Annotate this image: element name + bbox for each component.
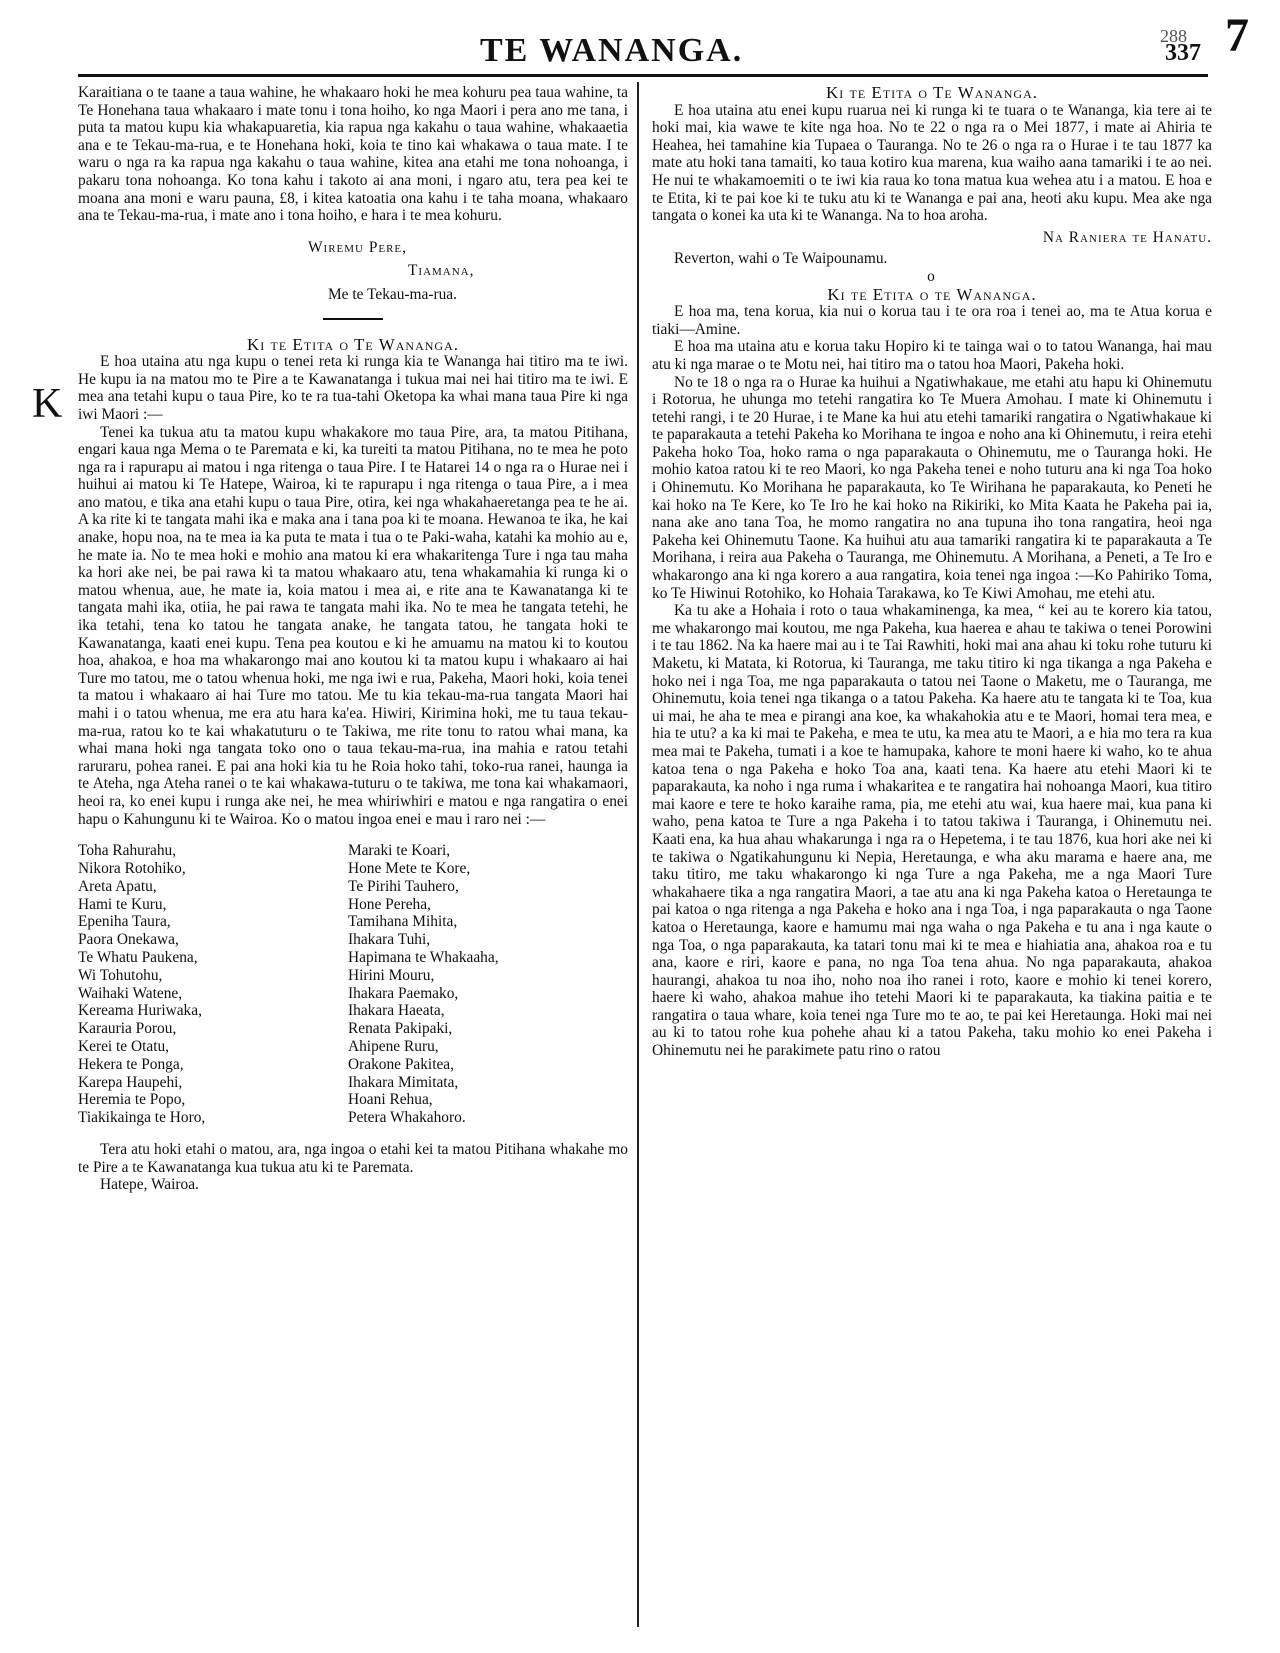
signatory: Epeniha Taura,	[78, 913, 171, 931]
signatory: Kereama Huriwaka,	[78, 1002, 202, 1020]
signature-name: Wiremu Pere,	[308, 238, 408, 256]
signature-group: Me te Tekau-ma-rua.	[328, 285, 457, 303]
letter-heading: Ki te Etita o te Wananga.	[827, 284, 1037, 304]
place-line: Reverton, wahi o Te Waipounamu.	[674, 250, 888, 268]
signatory-column-a	[78, 842, 348, 1127]
signatory: Petera Whakahoro.	[348, 1109, 466, 1127]
signatory: Hoani Rehua,	[348, 1091, 433, 1109]
signatory: Orakone Pakitea,	[348, 1055, 454, 1073]
signatory-list	[78, 842, 628, 1127]
signatory: Areta Apatu,	[78, 877, 157, 895]
letter-paragraph: Tenei ka tukua atu ta matou kupu whakakore mo taua Pire, ara, ta matou Pitihana, engari kaua nga Mema o te Paremata e ki, ka tureiti ta matou Pitihana, no te mea he poto nga ra i rapurapu ai matou i nga ritenga o taua Pire. I te Hatarei 14 o nga ra o Hurae nei i huihui ai matou ki Te Hatepe, Wairoa, ki te rapurapu i nga ritenga o taua Pire, a i mea ano matou, e tika ana etahi kupu o taua Pire, otira, kei nga whakahaeretanga pea te he ai. A ka rite ki te tangata mahi ika e maka ana i tana poa ki te moana. Hewanoa te ika, he kai anake, hopu noa, na te mea ia ka puta te mata i tua o te Paki-waha, katahi ka mohio au e, he mate ia. No te mea hoki e mohio ana matou ki era whakaritenga Ture i nga tau maha ka hori ake nei, be pai rawa ki ta matou whakaaro atu, tena whakamahia ki runga ki o matou whenua, aue, he mate ia, koia matou i mea ai, e rite ana te Kawanatanga ki te tangata mahi ika, otiia, he pai rawa te tangata mahi ika. No te mea he tangata tetehi, he ika tetahi, tena ko tatou he tangata anake, he tangata tatou, he tangata hoki te Kawanatanga, kaati enei kupu. Tena pea koutou e ki he amuamu na matou ki to koutou hoa, ahakoa, e hoa ma whakarongo mai ano koutou ki ta matou kupu i whakaaro ai hai Ture mo tatou, me o tatou whenua hoki, me nga iwi e rua, Pakeha, Maori hoki, koia tenei ta matou i whakaaro ai hai Ture mo tatou. Me tu kia tekau-ma-rua tangata Maori hai mahi i o tatou whenua, me era atu hara ka'ea. Hiwiri, Kirimina hoki, me tu taua tekau-ma-rua, ratou ko te kai whakatuturu o te Takiwa, me rite tonu to ratou whai mana, ka whai mana hoki nga tangata toko ono o taua tekau-ma-rua, ina mahia e ratou tetahi raruraru, pohea ranei. E pai ana hoki kia tu he Roia hoko tahi, toko-rua ranei, haunga ia te Ateha, nga Ateha ranei o te kai whakawa-tuturu o te takiwa, me tona kai whakamaori, heoi ra, ko enei kupu i runga ake nei, he mea whiriwhiri e matou e nga rangatira o enei hapu o Kahungunu ki te Wairoa. Ko o matou ingoa enei e mau i raro nei :—	[78, 423, 628, 828]
signatory: Te Whatu Paukena,	[78, 948, 198, 966]
signatory: Nikora Rotohiko,	[78, 859, 186, 877]
page-number: 337	[1165, 40, 1201, 66]
left-column	[78, 84, 628, 1194]
signatory: Hapimana te Whakaaha,	[348, 948, 499, 966]
signatory: Karepa Haupehi,	[78, 1073, 183, 1091]
signatory: Te Pirihi Tauhero,	[348, 877, 459, 895]
letter-heading: Ki te Etita o Te Wananga.	[826, 83, 1038, 102]
header-rule	[78, 74, 1208, 77]
masthead	[60, 28, 1210, 72]
signatory: Paora Onekawa,	[78, 931, 179, 949]
signatory-column-b	[348, 842, 618, 1127]
signatory: Hekera te Ponga,	[78, 1055, 184, 1073]
handwritten-mark: 7	[1225, 9, 1249, 62]
signatory: Ihakara Paemako,	[348, 984, 459, 1002]
signatory: Hirini Mouru,	[348, 966, 435, 984]
signatory: Waihaki Watene,	[78, 984, 183, 1002]
signatory: Hone Pereha,	[348, 895, 431, 913]
signatory: Wi Tohutohu,	[78, 966, 163, 984]
closing-paragraph: Tera atu hoki etahi o matou, ara, nga ingoa o etahi kei ta matou Pitihana whakahe mo te Pire a te Kawanatanga kua tukua atu ki te Paremata.	[78, 1140, 628, 1176]
right-column	[652, 84, 1212, 1060]
newspaper-title: TE WANANGA.	[480, 32, 744, 69]
signatory: Ihakara Tuhi,	[348, 931, 431, 949]
left-intro-paragraph: Karaitiana o te taane a taua wahine, he whakaaro hoki he mea kohuru pea taua wahine, ta Te Honehana taua whakaaro i mate tonu i tona hoiho, ko nga Maori i pera ano me tana, i puta ta matou kupu kia whakapuaretia, kia rapua nga kakahu o taua wahine, whakaaetia ana e te Tekau-ma-rua, e te Honehana hoki, koia te tino kai whakawa o taua mate. I te waru o nga ra ka rapua nga kakahu o taua wahine, kitea ana etahi me tona nohoanga, i pakaru tona nohoanga. Ko tona kahu i takoto ai ana moni, i ngaro atu, tera pea kei te moana ana moni e waru pauna, £8, i kitea katoatia ona kahu i te taha moana, whakaaro ana te Tekau-ma-rua, i mate ano i tona hoiho, e hara i te mea kohuru.	[78, 84, 628, 225]
letter-heading: Ki te Etita o Te Wananga.	[247, 334, 459, 354]
signatory: Hone Mete te Kore,	[348, 859, 471, 877]
signatory: Ahipene Ruru,	[348, 1037, 439, 1055]
signatory: Hami te Kuru,	[78, 895, 167, 913]
signatory: Kerei te Otatu,	[78, 1037, 170, 1055]
signatory: Heremia te Popo,	[78, 1091, 186, 1109]
signatory: Tamihana Mihita,	[348, 913, 458, 931]
margin-mark: K	[32, 381, 63, 427]
section-divider	[323, 318, 383, 320]
signatory: Tiakikainga te Horo,	[78, 1109, 206, 1127]
letter-paragraph: E hoa utaina atu enei kupu ruarua nei ki runga ki te tuara o te Wananga, kia tere ai te hoki mai, kia wawe te kite nga hoa. No te 22 o nga ra o Mei 1877, i mate ai Ahiria te Heahea, hei tamahine kia Tupaea o Tauranga. No te 26 o nga ra o Hurae i te tau 1877 ka mate atu hoki tana tamaiti, ko taua kotiro kua marena, kua waiho aana tamariki i te ao nei. He nui te whakamoemiti o te iwi kia raua ko tona matua kua wehea atu i a matou. E hoa e te Etita, ki te pai koe ki te tuku atu ki te Wananga e pai ana, heoti aku kupu. Mea ake nga tangata o konei ka uta ki te Wananga. Na to hoa aroha.	[652, 101, 1212, 225]
signatory: Ihakara Mimitata,	[348, 1073, 459, 1091]
signatory: Renata Pakipaki,	[348, 1020, 453, 1038]
signatory: Toha Rahurahu,	[78, 842, 177, 860]
signatory: Karauria Porou,	[78, 1020, 177, 1038]
signatory: Ihakara Haeata,	[348, 1002, 445, 1020]
place-line: Hatepe, Wairoa.	[100, 1176, 199, 1194]
column-rule	[637, 82, 639, 1627]
letter-paragraph: E hoa ma, tena korua, kia nui o korua tau i te ora roa i tenei ao, ma te Atua korua e tiaki—Amine.	[652, 303, 1212, 338]
letter-paragraph: E hoa ma utaina atu e korua taku Hopiro ki te tainga wai o to tatou Wananga, hai mau atu ki nga marae o te Motu nei, hai titiro ma o tatou hoa Maori, Pakeha hoki.	[652, 338, 1212, 373]
letter-paragraph: Ka tu ake a Hohaia i roto o taua whakaminenga, ka mea, “ kei au te korero kia tatou, me whakarongo mai koutou, me nga Pakeha, kua haerea e ahau te takiwa o tenei Porowini i te tau 1862. Na ka haere mai au i te Tai Rawhiti, hoki mai ana ahau ki toku rohe tuturu ki Maketu, ki Matata, ki Rotorua, ki Tauranga, me taku titiro ki nga tikanga a nga Pakeha e hoko nei i nga Toa, me nga paparakauta o tatou nei Taone o Maketu, me o Tauranga, me Ohinemutu, koia tenei nga tikanga o a tatou Pakeha. Ka haere atu te tangata ki te Toa, kua ui mai, he aha te mea e pirangi ana koe, ka whakahokia atu e te Maori, homai tera mea, e hia te utu? a ka ki mai te Pakeha, e mea te utu, ka mea atu te Maori, a e hia mo tera ra kua mea mai te Pakeha, tumati i a koe te hamupaka, kahore te moni haere ki waho, ko te ahua katoa tena o nga Pakeha e hoko Toa ana, kaati tena. Ka haere atu etehi Maori ki te paparakauta, ka noho i nga ruma i whakaritea e te rangatira hai nohoanga Maori, kua titiro mai kaore e tere te hoko karaihe rama, pia, me etehi atu wai, kua haere mai, kua pana ki waho, pena katoa te Ture a nga Pakeha i to tatou takiwa i Tauranga, i Ohinemutu nei. Kaati ena, ka hua ahau whakarunga i nga ra o Hepetema, i te tau 1876, kua hori ake nei ki te takiwa o Ngatikahungunu ki Nepia, Heretaunga, e wha aku marama e haere ana, me taku titiro, me taku whakarongo ki nga Ture a nga Pakeha, me a nga Maori Ture whakahaere tika a nga rangatira Maori, a tae atu ana ki nga Pakeha katoa o Heretaunga te pai katoa o nga ritenga a nga Pakeha e hoko ana i nga Toa, i nga paparakauta o nga Taone katoa o Heretaunga, kaore e hamumu mai nga waha o nga Pakeha e tu ana i nga kaute o nga Toa, o nga paparakauta, ka tatari tonu mai ki te mea e hiahiatia ana, ahakoa roa e tu ana, kaore e riri, kaore e pana, no nga Toa tena ahua. No nga paparakauta, ahakoa haurangi, ahakoa tu noa iho, noho noa iho ranei i roto, kaore e mohio ki tenei korero, haere ki waho, ahakoa mahue iho tetehi Maori ki te paparakauta, ka tiakina paitia e te rangatira o taua whare, koia tenei nga Ture mo te ao, te pai kei Heretaunga. Hoki mai nei au ki to tatou rohe kua pohehe ahau ki a tatou Pakeha, taku mohio ko enei Pakeha i Ohinemutu nei he parakimete patu rino o ratou	[652, 602, 1212, 1060]
letter-paragraph: No te 18 o nga ra o Hurae ka huihui a Ngatiwhakaue, me etahi atu hapu ki Ohinemutu i Rotorua, he uhunga mo tetehi rangatira ko Te Muera Amohau. I mate ki Ohinemutu i tetehi rangi, i te 20 Hurae, i te Mane ka hui atu etehi tamariki rangatira o Ngatiwhakaue ki te paparakauta a tetehi Pakeha ko Morihana te ingoa e noho ana ki Ohinemutu, i reira etehi Pakeha hoko Toa, hoko rama o nga paparakauta o Ohinemutu, me o Tauranga hoki. He mohio katoa ratou ki te reo Maori, ko nga Pakeha tenei e noho tuturu ana ki nga Toa hoko i Ohinemutu. Ko Morihana he paparakauta, ko Te Wirihana he paparakauta, ko Peneti he kai hoko na Te Kere, ko Te Iro he kai hoko na Rikiriki, ko Mita Kaata he Pakeha pai ia, nana ake ano tana Toa, he momo rangatira no ana tupuna iho tona rangatira, heoi nga Pakeha kei Ohinemutu Taone. Ka huihui atu aua tamariki rangatira ki te paparakauta a Te Morihana, i reira aua Pakeha o Tauranga, me Ohinemutu. A Morihana, a Peneti, a Te Iro e whakarongo ana ki nga korero a aua rangatira, koia tenei nga ingoa :—Ko Pahiriko Toma, ko Te Hiwinui Rotohiko, ko Hohaia Tarakawa, ko Te Kiwi Amohau, me etehi atu.	[652, 373, 1212, 602]
section-divider: o	[927, 267, 937, 285]
signature-title: Tiamana,	[408, 262, 475, 280]
letter-paragraph: E hoa utaina atu nga kupu o tenei reta ki runga kia te Wananga hai titiro ma te iwi. He kupu ia na matou mo te Pire a te Kawanatanga i tukua mai nei hai titiro ma te iwi. E mea ana tetahi kupu o taua Pire, ko te ra tua-tahi Oketopa ka whai mana taua Pire ki nga iwi Maori :—	[78, 353, 628, 423]
signature-name: Na Raniera te Hanatu.	[1042, 228, 1212, 246]
old-page-number: 288	[1160, 26, 1187, 46]
signatory: Maraki te Koari,	[348, 842, 451, 860]
